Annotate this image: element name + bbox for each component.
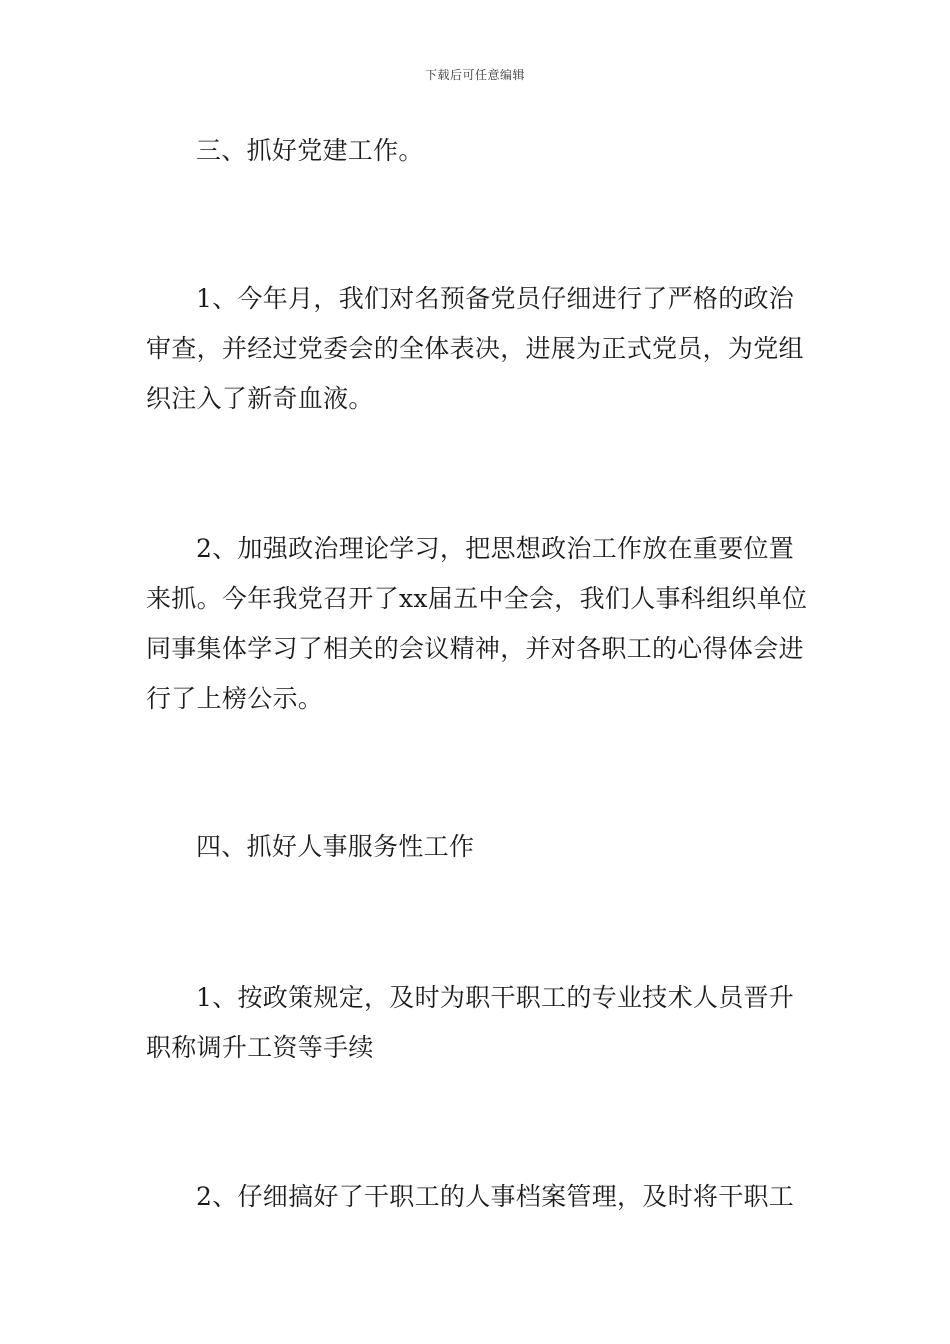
paragraph-political-study: 2、加强政治理论学习，把思想政治工作放在重要位置来抓。今年我党召开了xx届五中全会，我们人事科组织单位同事集体学习了相关的会议精神，并对各职工的心得体会进行了上榜公示。 bbox=[146, 534, 808, 713]
page-header-note: 下载后可任意编辑 bbox=[424, 68, 525, 82]
paragraph-title-promotion: 1、按政策规定，及时为职干职工的专业技术人员晋升职称调升工资等手续 bbox=[146, 983, 795, 1062]
paragraph-probationary-members: 1、今年月，我们对名预备党员仔细进行了严格的政治审查，并经过党委会的全体表决，进展为正式党员，为党组织注入了新奇血液。 bbox=[146, 284, 804, 413]
section-heading-party-building: 三、抓好党建工作。 bbox=[196, 136, 424, 165]
section-heading-personnel-service: 四、抓好人事服务性工作 bbox=[196, 832, 475, 861]
paragraph-archive-management: 2、仔细搞好了干职工的人事档案管理，及时将干职工 bbox=[196, 1182, 795, 1211]
